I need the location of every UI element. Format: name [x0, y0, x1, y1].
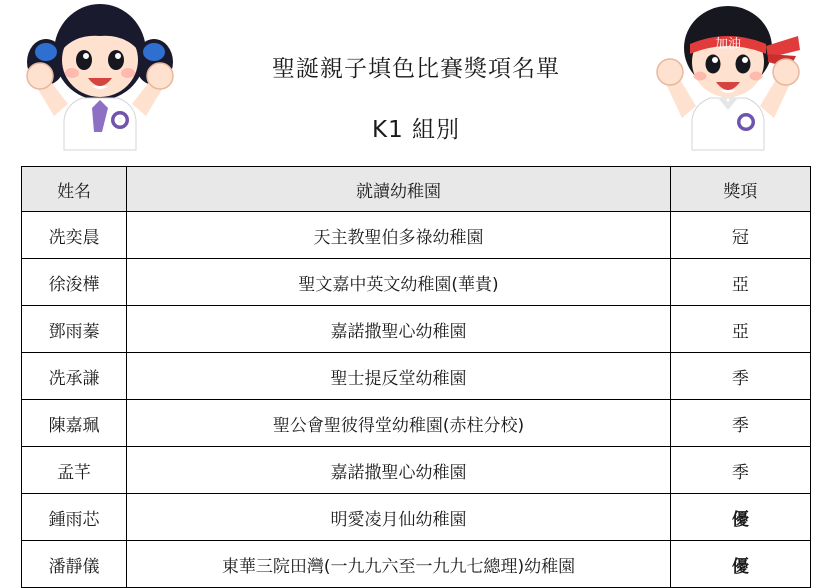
svg-text:加油: 加油	[714, 37, 742, 52]
cell-award: 冠	[670, 212, 810, 259]
cell-award: 季	[670, 400, 810, 447]
table-row	[22, 353, 811, 400]
cell-name: 徐浚樺	[22, 259, 127, 306]
cell-school: 聖文嘉中英文幼稚園(華貴)	[127, 259, 671, 306]
cell-school: 嘉諾撒聖心幼稚園	[127, 306, 671, 353]
page-subtitle: K1 組別	[371, 117, 461, 143]
cell-school: 聖士提反堂幼稚園	[127, 353, 671, 400]
award-table	[21, 166, 811, 588]
cell-award: 亞	[670, 306, 810, 353]
cell-school: 聖公會聖彼得堂幼稚園(赤柱分校)	[127, 400, 671, 447]
table-row	[22, 447, 811, 494]
cell-award: 季	[670, 447, 810, 494]
table-row	[22, 541, 811, 588]
cell-award: 季	[670, 353, 810, 400]
table-body	[22, 212, 811, 588]
cell-name: 冼奕晨	[22, 212, 127, 259]
table-row	[22, 212, 811, 259]
cell-school: 嘉諾撒聖心幼稚園	[127, 447, 671, 494]
column-header-name: 姓名	[22, 167, 127, 212]
cell-award: 優	[670, 541, 810, 588]
table-row	[22, 259, 811, 306]
girl-cheering-clipart	[20, 0, 180, 155]
cell-school: 東華三院田灣(一九九六至一九九七總理)幼稚園	[127, 541, 671, 588]
table-header-row	[22, 167, 811, 212]
cell-award: 優	[670, 494, 810, 541]
cell-name: 鍾雨芯	[22, 494, 127, 541]
page-title: 聖誕親子填色比賽獎項名單	[272, 56, 560, 82]
boy-cheering-clipart	[650, 0, 810, 155]
table-row	[22, 494, 811, 541]
cell-name: 潘靜儀	[22, 541, 127, 588]
cell-school: 天主教聖伯多祿幼稚園	[127, 212, 671, 259]
cell-name: 鄧雨蓁	[22, 306, 127, 353]
table-row	[22, 400, 811, 447]
cell-school: 明愛凌月仙幼稚園	[127, 494, 671, 541]
cell-award: 亞	[670, 259, 810, 306]
cell-name: 孟芊	[22, 447, 127, 494]
column-header-school: 就讀幼稚園	[127, 167, 671, 212]
table-row	[22, 306, 811, 353]
cell-name: 冼承謙	[22, 353, 127, 400]
column-header-award: 獎項	[670, 167, 810, 212]
cell-name: 陳嘉珮	[22, 400, 127, 447]
